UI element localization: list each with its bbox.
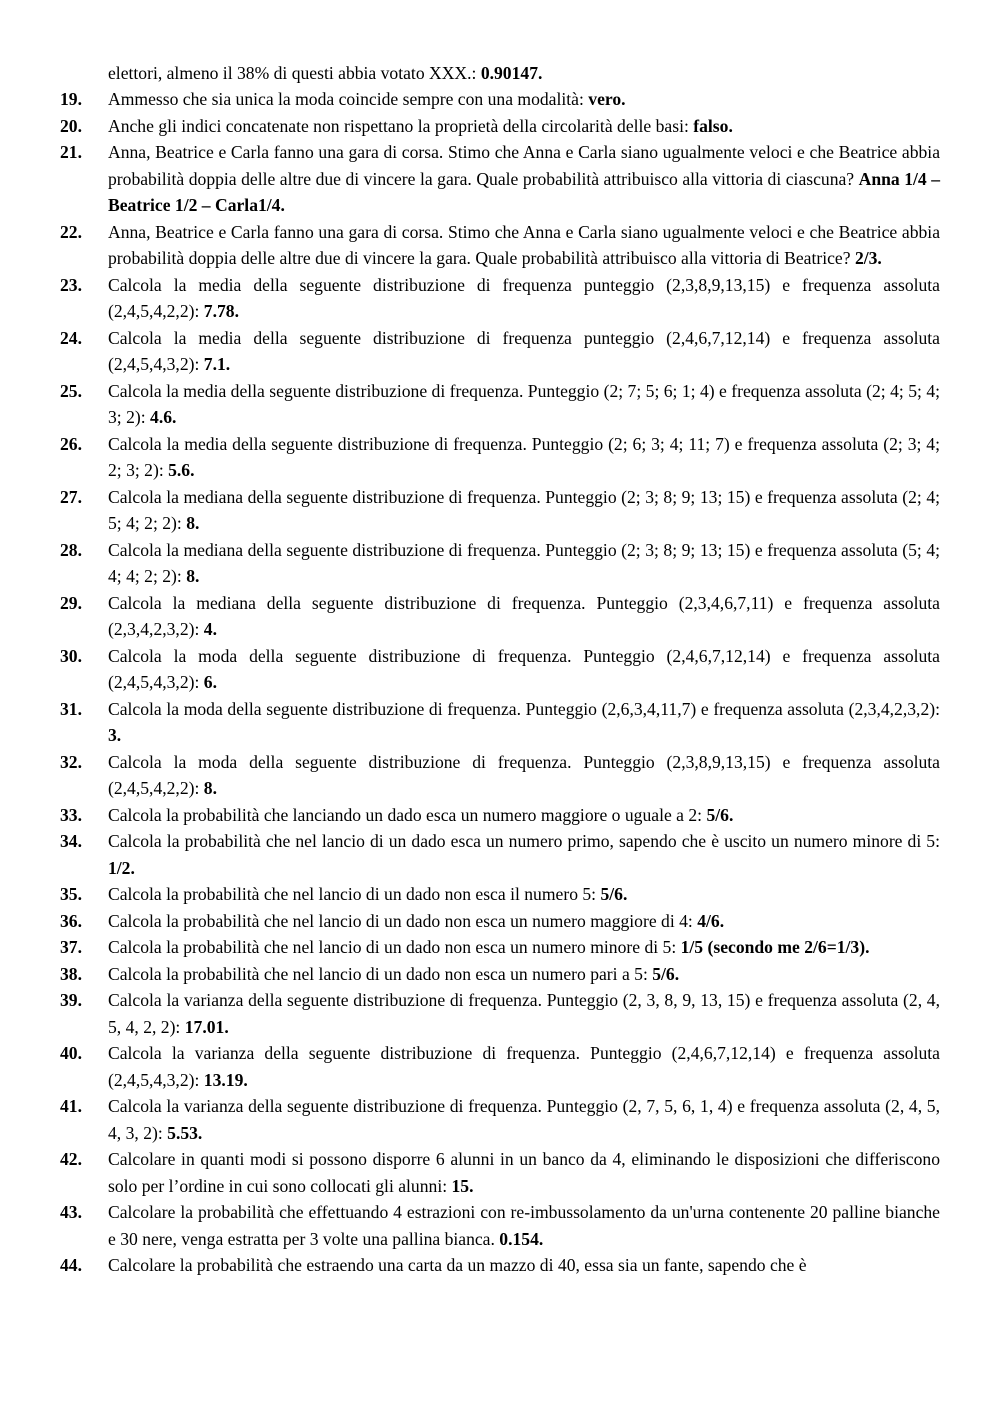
item-number: 36. bbox=[60, 910, 82, 931]
list-item bbox=[0, 987, 940, 1040]
list-item bbox=[0, 1199, 940, 1252]
item-answer: 4/6. bbox=[697, 910, 725, 931]
item-number: 19. bbox=[60, 89, 82, 109]
item-number: 30. bbox=[60, 645, 82, 666]
list-item bbox=[0, 113, 940, 140]
list-item bbox=[0, 1146, 940, 1199]
item-text-block bbox=[108, 1146, 940, 1199]
item-text-block bbox=[108, 1093, 940, 1146]
item-question: Calcola la media della seguente distribuzione di frequenza punteggio (2,4,6,7,12,14) e frequenza assoluta (2,4,5,4,3,2): bbox=[108, 327, 940, 374]
item-text-block bbox=[108, 828, 940, 881]
item-text-block bbox=[108, 961, 940, 988]
item-answer: 15. bbox=[451, 1175, 474, 1196]
item-question: Calcola la mediana della seguente distribuzione di frequenza. Punteggio (2; 3; 8; 9; 13; 15) e frequenza assoluta (5; 4; 4; 4; 2; 2): bbox=[108, 539, 940, 586]
continuation-answer: 0.90147. bbox=[480, 63, 543, 83]
item-question: Calcolare la probabilità che effettuando 4 estrazioni con re-imbussolamento da un'urna contenente 20 palline bianche e 30 nere, venga estratta per 3 volte una pallina bianca. bbox=[108, 1202, 940, 1249]
item-question: Calcola la media della seguente distribuzione di frequenza. Punteggio (2; 7; 5; 6; 1; 4) e frequenza assoluta (2; 4; 5; 4; 3; 2): bbox=[108, 380, 940, 427]
item-answer: 13.19. bbox=[203, 1069, 248, 1090]
item-question: Calcola la probabilità che nel lancio di un dado esca un numero primo, sapendo che è uscito un numero minore di 5: bbox=[108, 831, 940, 851]
list-item bbox=[0, 696, 940, 749]
item-number: 28. bbox=[60, 539, 82, 560]
item-answer: Anna 1/4 – Beatrice 1/2 – Carla1/4. bbox=[108, 168, 940, 215]
list-item bbox=[0, 590, 940, 643]
item-answer: vero. bbox=[588, 89, 626, 109]
item-number: 32. bbox=[60, 751, 82, 772]
item-answer: 3. bbox=[108, 725, 122, 745]
item-text-block bbox=[108, 934, 940, 961]
item-number: 43. bbox=[60, 1202, 82, 1222]
list-item bbox=[0, 961, 940, 988]
item-question: Ammesso che sia unica la moda coincide sempre con una modalità: bbox=[108, 89, 589, 109]
item-question: Anche gli indici concatenate non rispettano la proprietà della circolarità delle basi: bbox=[108, 115, 694, 136]
continuation-text: elettori, almeno il 38% di questi abbia votato XXX.: bbox=[108, 63, 481, 83]
item-question: Calcola la varianza della seguente distribuzione di frequenza. Punteggio (2, 7, 5, 6, 1, 4) e frequenza assoluta (2, 4, 5, 4, 3, 2): bbox=[108, 1096, 940, 1143]
item-number: 34. bbox=[60, 831, 82, 851]
item-number: 41. bbox=[60, 1096, 82, 1116]
item-number: 23. bbox=[60, 274, 82, 295]
item-question: Calcola la probabilità che nel lancio di un dado non esca un numero maggiore di 4: bbox=[108, 910, 698, 931]
item-question: Calcola la moda della seguente distribuzione di frequenza. Punteggio (2,6,3,4,11,7) e frequenza assoluta (2,3,4,2,3,2): bbox=[108, 698, 940, 719]
item-text-block bbox=[108, 987, 940, 1040]
item-question: Calcola la probabilità che nel lancio di un dado non esca un numero minore di 5: bbox=[108, 937, 681, 957]
list-item bbox=[0, 1093, 940, 1146]
item-text-block bbox=[108, 325, 940, 378]
item-number: 33. bbox=[60, 804, 82, 825]
item-question: Calcola la probabilità che lanciando un dado esca un numero maggiore o uguale a 2: bbox=[108, 804, 707, 825]
item-question: Calcola la moda della seguente distribuzione di frequenza. Punteggio (2,3,8,9,13,15) e frequenza assoluta (2,4,5,4,2,2): bbox=[108, 751, 940, 798]
item-text-block bbox=[108, 139, 940, 219]
item-number: 42. bbox=[60, 1149, 82, 1169]
item-question: Calcola la probabilità che nel lancio di un dado non esca un numero pari a 5: bbox=[108, 963, 653, 984]
item-text-block bbox=[108, 484, 940, 537]
list-item bbox=[0, 484, 940, 537]
list-item bbox=[0, 1040, 940, 1093]
list-item bbox=[0, 86, 940, 113]
item-text-block bbox=[108, 272, 940, 325]
item-number: 21. bbox=[60, 142, 82, 162]
item-answer: 5.53. bbox=[167, 1122, 203, 1143]
item-text-block bbox=[108, 1040, 940, 1093]
item-answer: 5.6. bbox=[168, 460, 195, 480]
item-number: 44. bbox=[60, 1255, 82, 1275]
item-answer: 4.6. bbox=[150, 407, 177, 427]
item-number: 35. bbox=[60, 884, 82, 904]
item-text-block bbox=[108, 749, 940, 802]
item-answer: 8. bbox=[186, 513, 200, 533]
list-item bbox=[0, 431, 940, 484]
item-text-block bbox=[108, 378, 940, 431]
list-item bbox=[0, 272, 940, 325]
list-item bbox=[0, 934, 940, 961]
item-number: 39. bbox=[60, 990, 82, 1010]
item-answer: 7.1. bbox=[203, 354, 231, 374]
item-number: 37. bbox=[60, 937, 82, 957]
item-text-block bbox=[108, 908, 940, 935]
item-question: Calcola la probabilità che nel lancio di un dado non esca il numero 5: bbox=[108, 884, 601, 904]
item-answer: 4. bbox=[203, 619, 217, 639]
item-number: 25. bbox=[60, 380, 82, 401]
item-question: Calcola la varianza della seguente distribuzione di frequenza. Punteggio (2, 3, 8, 9, 13, 15) e frequenza assoluta (2, 4, 5, 4, 2, 2): bbox=[108, 990, 940, 1037]
item-answer: 5/6. bbox=[706, 804, 734, 825]
item-number: 24. bbox=[60, 327, 82, 348]
item-question: Calcola la varianza della seguente distribuzione di frequenza. Punteggio (2,4,6,7,12,14) e frequenza assoluta (2,4,5,4,3,2): bbox=[108, 1043, 940, 1090]
item-text-block bbox=[108, 590, 940, 643]
item-question: Calcolare la probabilità che estraendo una carta da un mazzo di 40, essa sia un fante, sapendo che è bbox=[108, 1255, 807, 1275]
item-answer: 1/2. bbox=[108, 857, 135, 878]
item-text-block bbox=[108, 431, 940, 484]
item-question: Calcola la media della seguente distribuzione di frequenza punteggio (2,3,8,9,13,15) e frequenza assoluta (2,4,5,4,2,2): bbox=[108, 274, 940, 321]
item-text-block bbox=[108, 881, 940, 908]
item-answer: 0.154. bbox=[499, 1228, 544, 1249]
item-question: Calcola la mediana della seguente distribuzione di frequenza. Punteggio (2,3,4,6,7,11) e frequenza assoluta (2,3,4,2,3,2): bbox=[108, 592, 940, 639]
item-answer: falso. bbox=[693, 115, 733, 136]
item-answer: 6. bbox=[203, 672, 217, 692]
item-text-block bbox=[108, 643, 940, 696]
list-item bbox=[0, 643, 940, 696]
list-item bbox=[0, 139, 940, 219]
item-number: 27. bbox=[60, 486, 82, 507]
item-text-block bbox=[108, 113, 940, 140]
question-list bbox=[0, 86, 1000, 1279]
item-number: 40. bbox=[60, 1043, 82, 1063]
list-item bbox=[0, 908, 940, 935]
item-text-block bbox=[108, 537, 940, 590]
item-answer: 1/5 (secondo me 2/6=1/3). bbox=[680, 937, 870, 957]
item-question: Calcola la moda della seguente distribuzione di frequenza. Punteggio (2,4,6,7,12,14) e frequenza assoluta (2,4,5,4,3,2): bbox=[108, 645, 940, 692]
item-text-block bbox=[108, 696, 940, 749]
item-question: Calcolare in quanti modi si possono disporre 6 alunni in un banco da 4, eliminando le disposizioni che differiscono solo per l’ordine in cui sono collocati gli alunni: bbox=[108, 1149, 940, 1196]
item-number: 29. bbox=[60, 592, 82, 613]
item-text-block bbox=[108, 1199, 940, 1252]
item-question: Calcola la media della seguente distribuzione di frequenza. Punteggio (2; 6; 3; 4; 11; 7) e frequenza assoluta (2; 3; 4; 2; 3; 2): bbox=[108, 433, 940, 480]
item-text-block bbox=[108, 86, 940, 113]
item-number: 26. bbox=[60, 433, 82, 454]
item-question: Anna, Beatrice e Carla fanno una gara di corsa. Stimo che Anna e Carla siano ugualmente veloci e che Beatrice abbia probabilità doppia delle altre due di vincere la gara. Quale probabilità attribuisco alla vittoria di Beatrice? bbox=[108, 221, 940, 268]
item-number: 31. bbox=[60, 698, 82, 719]
item-text-block bbox=[108, 1252, 940, 1279]
item-number: 20. bbox=[60, 115, 82, 136]
item-answer: 8. bbox=[186, 566, 200, 586]
list-item bbox=[0, 325, 940, 378]
list-item bbox=[0, 219, 940, 272]
list-item bbox=[0, 749, 940, 802]
list-item bbox=[0, 537, 940, 590]
item-number: 22. bbox=[60, 221, 82, 242]
item-answer: 7.78. bbox=[203, 301, 239, 321]
item-answer: 2/3. bbox=[854, 248, 882, 268]
item-text-block bbox=[108, 802, 940, 829]
list-item bbox=[0, 828, 940, 881]
item-answer: 5/6. bbox=[600, 884, 628, 904]
list-item bbox=[0, 802, 940, 829]
item-text-block bbox=[108, 219, 940, 272]
item-answer: 17.01. bbox=[184, 1016, 229, 1037]
item-answer: 8. bbox=[203, 778, 217, 798]
item-answer: 5/6. bbox=[652, 963, 680, 984]
list-item bbox=[0, 378, 940, 431]
item-question: Calcola la mediana della seguente distribuzione di frequenza. Punteggio (2; 3; 8; 9; 13; 15) e frequenza assoluta (2; 4; 5; 4; 2; 2): bbox=[108, 486, 940, 533]
continuation-paragraph bbox=[108, 60, 940, 87]
item-number: 38. bbox=[60, 963, 82, 984]
list-item bbox=[0, 1252, 940, 1279]
list-item bbox=[0, 881, 940, 908]
item-question: Anna, Beatrice e Carla fanno una gara di corsa. Stimo che Anna e Carla siano ugualmente veloci e che Beatrice abbia probabilità doppia delle altre due di vincere la gara. Quale probabilità attribuisco alla vittoria di ciascuna? bbox=[108, 142, 940, 189]
